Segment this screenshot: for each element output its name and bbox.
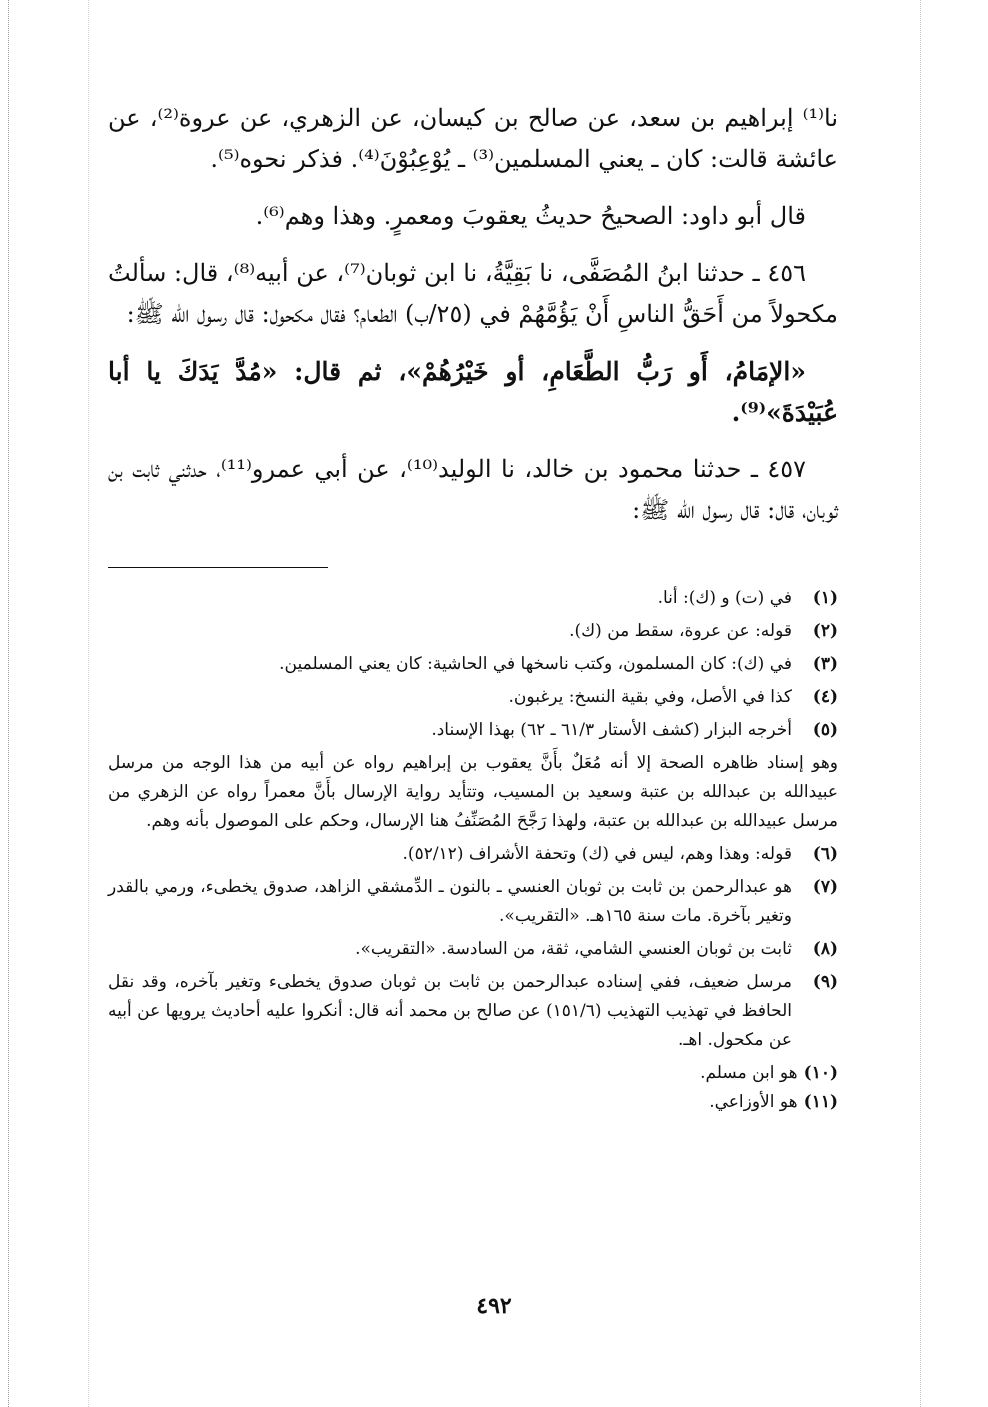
footnote-text: هو ابن مسلم. [700,1063,798,1083]
footnote-11 [108,1088,838,1117]
footnote-text: في (ك): كان المسلمون، وكتب ناسخها في الحاشية: كان يعني المسلمين. [279,654,792,674]
footnote-text: ثابت بن ثوبان العنسي الشامي، ثقة، من السادسة. «التقريب». [355,939,792,959]
footnote-number: (١١) [803,1092,838,1112]
footnote-text: هو الأوزاعي. [709,1092,798,1112]
footnote-number: (١) [812,588,838,608]
footnote-3 [108,650,838,679]
footnote-text: في (ت) و (ك): أنا. [657,588,792,608]
scan-edge-line [8,0,9,1407]
footnote-number: (٧) [812,877,838,897]
footnote-text: مرسل ضعيف، ففي إسناده عبدالرحمن بن ثابت بن ثوبان صدوق يخطىء وتغير بآخره، وقد نقل الحافظ في تهذيب التهذيب (١٥١/٦) عن صالح بن محمد أنه قال: أنكروا عليه أحاديث يرويها عن أبيه عن مكحول. اهـ. [108,972,792,1050]
footnote-10 [108,1059,838,1088]
footnote-text: قوله: وهذا وهم، ليس في (ك) وتحفة الأشراف (٥٢/١٢). [402,844,792,864]
footnote-number: (٦) [812,844,838,864]
page-content [108,98,838,1117]
scan-margin-line-right [920,0,921,1407]
footnote-separator [108,567,328,568]
hadith-456: ٤٥٦ ـ حدثنا ابنُ المُصَفَّى، نا بَقِيَّةُ، نا ابن ثوبان⁽⁷⁾، عن أبيه⁽⁸⁾، قال: سألتُ مكحولاً من أَحَقُّ الناسِ أَنْ يَؤُمَّهُمْ في (٢٥/ب) الطعام؟ فقال مكحول: قال رسول الله ﷺ: [108,259,838,328]
footnote-text: هو عبدالرحمن بن ثابت بن ثوبان العنسي ـ بالنون ـ الدِّمشقي الزاهد، صدوق يخطىء، ورمي بالقدر وتغير بآخرة. مات سنة ١٦٥هـ. «التقريب». [108,877,792,926]
hadith-456-text: «الإمَامُ، أَو رَبُّ الطَّعَامِ، أو خَيْرُهُمْ»، ثم قال: «مُدَّ يَدَكَ يا أبا عُبَيْدَةَ»⁽⁹⁾. [108,357,838,427]
footnote-number: (٤) [812,687,838,707]
footnote-text: قوله: عن عروة، سقط من (ك). [569,621,792,641]
footnote-6 [108,840,838,869]
footnote-text: أخرجه البزار (كشف الأستار ٦١/٣ ـ ٦٢) بهذا الإسناد. [431,720,792,740]
footnote-2 [108,617,838,646]
footnote-number: (٥) [812,720,838,740]
footnote-1 [108,584,838,613]
footnote-number: (١٠) [803,1063,838,1083]
page-number: ٤٩٢ [476,1293,512,1319]
footnote-5 [108,716,838,745]
footnote-9 [108,968,838,1055]
footnote-5-continued: وهو إسناد ظاهره الصحة إلا أنه مُعَلٌ بأَنَّ يعقوب بن إبراهيم رواه عن أبيه من هذا الوجه من مرسل عبيدالله بن عبدالله بن عتبة وسعيد بن المسيب، وتتأيد رواية الإرسال بأَنَّ معمراً رواه عن الزهري من مرسل عبيدالله بن عبدالله بن عتبة، ولهذا رَجَّحَ المُصَنِّفُ هنا الإرسال، وحكم على الموصول بأنه وهم. [108,753,838,831]
footnote-number: (٢) [812,621,838,641]
footnote-number: (٣) [812,654,838,674]
paragraph-2: قال أبو داود: الصحيحُ حديثُ يعقوبَ ومعمرٍ. وهذا وهم⁽⁶⁾. [255,202,806,230]
hadith-457: ٤٥٧ ـ حدثنا محمود بن خالد، نا الوليد⁽¹⁰⁾، عن أبي عمرو⁽¹¹⁾، حدثني ثابت بن ثوبان، قال: قال رسول الله ﷺ: [108,455,838,524]
footnote-7 [108,873,838,931]
footnote-number: (٨) [812,939,838,959]
footnotes [108,584,838,1117]
main-text [108,98,838,531]
footnote-text: كذا في الأصل، وفي بقية النسخ: يرغبون. [508,687,792,707]
footnote-8 [108,935,838,964]
scan-margin-line [88,0,89,1407]
footnote-4 [108,683,838,712]
footnote-number: (٩) [812,972,838,992]
paragraph-1: نا⁽¹⁾ إبراهيم بن سعد، عن صالح بن كيسان، عن الزهري، عن عروة⁽²⁾، عن عائشة قالت: كان ـ يعني المسلمين⁽³⁾ ـ يُوْعِبُوْنَ⁽⁴⁾. فذكر نحوه⁽⁵⁾. [108,104,839,173]
